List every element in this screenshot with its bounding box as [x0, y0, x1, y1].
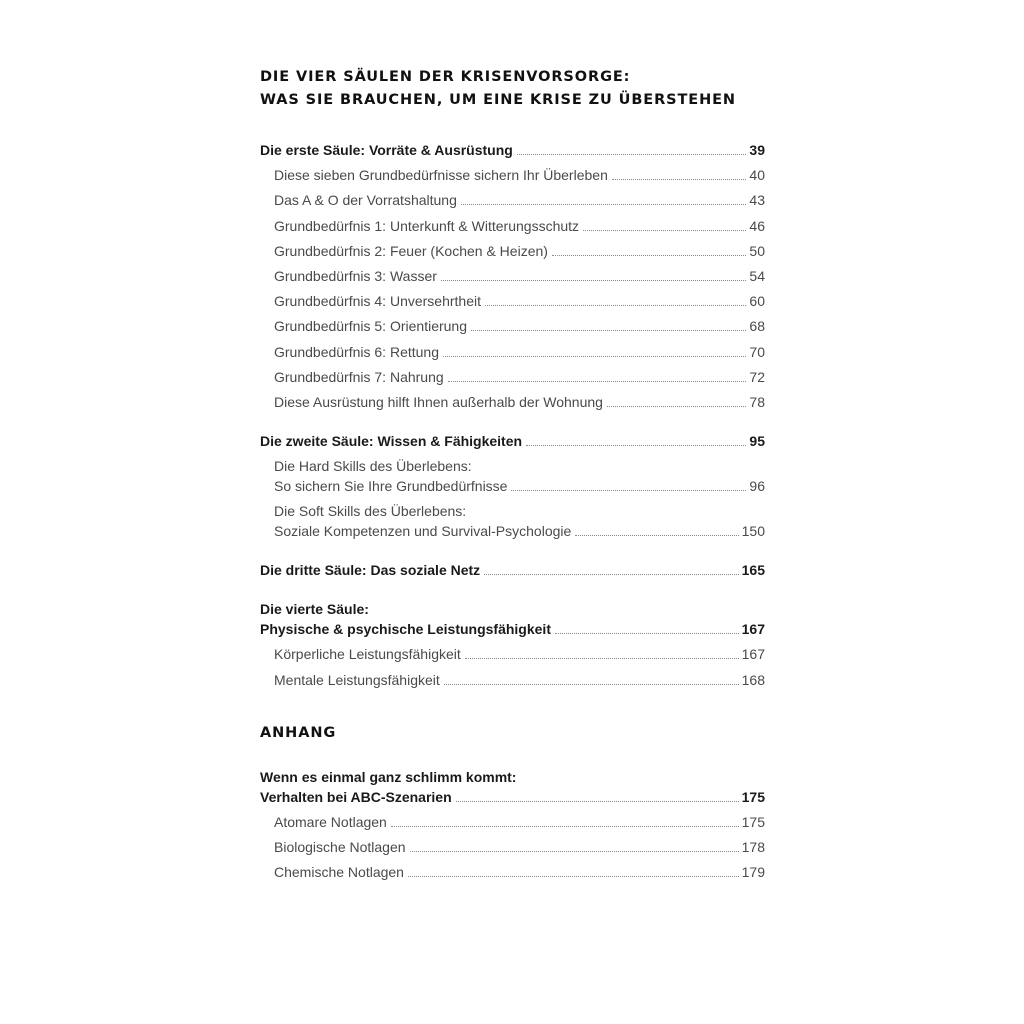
- toc-entry-line-1: Wenn es einmal ganz schlimm kommt:: [260, 768, 517, 785]
- toc-page-number: 168: [741, 671, 765, 688]
- dot-leader: [607, 406, 746, 407]
- toc-page-number: 167: [741, 646, 765, 663]
- pillar-4: [260, 599, 765, 689]
- toc-subentry[interactable]: [260, 216, 765, 236]
- toc-page-number: 40: [749, 167, 765, 184]
- toc-entry-title: Physische & psychische Leistungsfähigkeit: [260, 621, 551, 638]
- toc-subentry[interactable]: [260, 392, 765, 412]
- dot-leader: [410, 851, 739, 852]
- toc-page-number: 175: [741, 813, 765, 830]
- toc-page-number: 46: [749, 217, 765, 234]
- dot-leader: [526, 445, 746, 446]
- table-of-contents: [260, 66, 765, 882]
- toc-page-number: 72: [749, 368, 765, 385]
- toc-page-number: 54: [749, 267, 765, 284]
- toc-entry-title: So sichern Sie Ihre Grundbedürfnisse: [274, 478, 508, 495]
- toc-entry-title: Körperliche Leistungsfähigkeit: [274, 646, 461, 663]
- section-heading: [260, 66, 765, 112]
- toc-page-number: 167: [741, 621, 765, 638]
- toc-subentry[interactable]: [260, 367, 765, 387]
- toc-page-number: 179: [741, 864, 765, 881]
- dot-leader: [511, 490, 746, 491]
- toc-subentry[interactable]: [260, 266, 765, 286]
- dot-leader: [612, 179, 747, 180]
- toc-page-number: 78: [749, 393, 765, 410]
- dot-leader: [484, 574, 738, 575]
- toc-entry-title: Die zweite Säule: Wissen & Fähigkeiten: [260, 432, 523, 449]
- toc-page-number: 70: [749, 343, 765, 360]
- toc-entry-pillar-1[interactable]: [260, 140, 765, 160]
- dot-leader: [552, 255, 746, 256]
- toc-subentry[interactable]: [260, 241, 765, 261]
- toc-entry-title: Grundbedürfnis 4: Unversehrtheit: [274, 293, 481, 310]
- toc-page-number: 175: [741, 788, 765, 805]
- toc-entry-line-1: Die vierte Säule:: [260, 601, 369, 618]
- toc-entry-title: Verhalten bei ABC-Szenarien: [260, 788, 452, 805]
- toc-entry-title: Diese sieben Grundbedürfnisse sichern Ihr Überleben: [274, 167, 608, 184]
- toc-subentry[interactable]: [260, 165, 765, 185]
- toc-entry-pillar-2[interactable]: [260, 431, 765, 451]
- toc-subentry[interactable]: [260, 521, 765, 541]
- toc-entry-title: Grundbedürfnis 7: Nahrung: [274, 368, 444, 385]
- dot-leader: [408, 876, 739, 877]
- dot-leader: [391, 826, 739, 827]
- toc-entry-title: Diese Ausrüstung hilft Ihnen außerhalb der Wohnung: [274, 393, 603, 410]
- appendix-heading: ANHANG: [260, 724, 337, 741]
- toc-page-number: 60: [749, 293, 765, 310]
- dot-leader: [456, 801, 739, 802]
- toc-entry-title: Biologische Notlagen: [274, 839, 406, 855]
- appendix: [260, 767, 765, 883]
- pillar-3: [260, 560, 765, 580]
- toc-entry-title: Grundbedürfnis 6: Rettung: [274, 343, 439, 360]
- toc-page-number: 178: [741, 839, 765, 855]
- toc-entry-title: Atomare Notlagen: [274, 813, 387, 830]
- toc-subentry[interactable]: [260, 644, 765, 664]
- toc-page-number: 96: [749, 478, 765, 495]
- toc-page-number: 165: [741, 562, 765, 579]
- toc-entry-title: Grundbedürfnis 2: Feuer (Kochen & Heizen): [274, 242, 548, 259]
- toc-subentry[interactable]: [260, 316, 765, 336]
- pillar-1: [260, 140, 765, 412]
- dot-leader: [444, 684, 739, 685]
- toc-subentry[interactable]: [260, 862, 765, 882]
- toc-subentry[interactable]: [260, 670, 765, 690]
- toc-page-number: 68: [749, 318, 765, 335]
- dot-leader: [485, 305, 746, 306]
- section-heading-line-1: DIE VIER SÄULEN DER KRISENVORSORGE:: [260, 69, 631, 85]
- toc-subentry[interactable]: [260, 342, 765, 362]
- toc-entry-title: Grundbedürfnis 3: Wasser: [274, 267, 437, 284]
- toc-entry-pillar-3[interactable]: [260, 560, 765, 580]
- toc-entry-title: Die dritte Säule: Das soziale Netz: [260, 562, 481, 579]
- toc-subentry[interactable]: [260, 291, 765, 311]
- dot-leader: [517, 154, 747, 155]
- toc-entry-appendix[interactable]: [260, 787, 765, 807]
- toc-page-number: 150: [741, 523, 765, 540]
- dot-leader: [443, 356, 746, 357]
- section-heading-line-2: WAS SIE BRAUCHEN, UM EINE KRISE ZU ÜBERSTEHEN: [260, 92, 736, 108]
- toc-entry-title: Chemische Notlagen: [274, 864, 404, 881]
- toc-page-number: 95: [749, 432, 765, 449]
- pillar-2: [260, 431, 765, 541]
- dot-leader: [575, 535, 738, 536]
- toc-entry-title: Die erste Säule: Vorräte & Ausrüstung: [260, 142, 513, 158]
- toc-page-number: 39: [749, 142, 765, 158]
- toc-page-number: 43: [749, 192, 765, 209]
- toc-subentry-line-1: Die Hard Skills des Überlebens:: [274, 458, 472, 475]
- toc-subentry[interactable]: [260, 837, 765, 857]
- toc-subentry[interactable]: [260, 812, 765, 832]
- toc-entry-pillar-4[interactable]: [260, 619, 765, 639]
- toc-entry-title: Das A & O der Vorratshaltung: [274, 192, 457, 209]
- dot-leader: [583, 230, 746, 231]
- toc-subentry[interactable]: [260, 190, 765, 210]
- dot-leader: [461, 204, 747, 205]
- dot-leader: [448, 381, 747, 382]
- dot-leader: [465, 658, 739, 659]
- dot-leader: [471, 330, 746, 331]
- toc-subentry[interactable]: [260, 476, 765, 496]
- dot-leader: [555, 633, 739, 634]
- toc-subentry-line-1: Die Soft Skills des Überlebens:: [274, 503, 467, 520]
- toc-page-number: 50: [749, 242, 765, 259]
- toc-entry-title: Soziale Kompetenzen und Survival-Psychologie: [274, 523, 572, 540]
- toc-entry-title: Grundbedürfnis 1: Unterkunft & Witterungsschutz: [274, 217, 580, 234]
- dot-leader: [441, 280, 747, 281]
- toc-entry-title: Grundbedürfnis 5: Orientierung: [274, 318, 467, 335]
- toc-entry-title: Mentale Leistungsfähigkeit: [274, 671, 440, 688]
